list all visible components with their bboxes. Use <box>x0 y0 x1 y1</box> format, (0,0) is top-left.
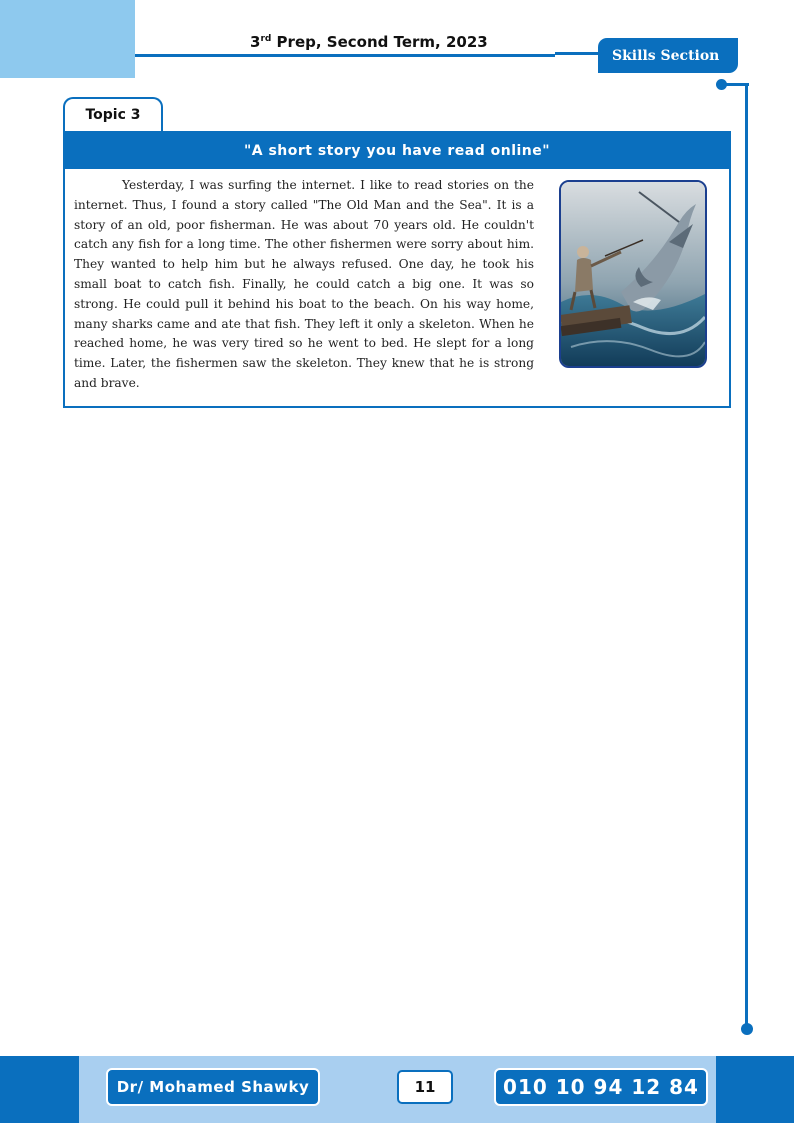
story-paragraph: Yesterday, I was surfing the internet. I like to read stories on the internet. Thus, I found a story called "The Old Man and the Sea". It is a story of an old, poor fisherman. He was about 70 years old. He couldn't catch any fish for a long time. The other fishermen were sorry about him. They wanted to help him but he always refused. One day, he took his small boat to catch fish. Finally, he could catch a big one. It was so strong. He could pull it behind his boat to the beach. On his way home, many sharks came and ate that fish. They left it only a skeleton. When he reached home, he was very tired so he went to bed. He slept for a long time. Later, the fishermen saw the skeleton. They knew that he is strong and brave. <box>74 178 534 390</box>
page-footer <box>0 1056 794 1123</box>
rail-dot-bottom <box>741 1023 753 1035</box>
phone-number: 010 10 94 12 84 <box>494 1068 708 1106</box>
rail-vertical <box>745 83 748 1029</box>
footer-band <box>79 1056 716 1123</box>
header-rule <box>135 54 555 57</box>
topic-tab: Topic 3 <box>63 97 163 131</box>
header-rule-connector <box>555 52 600 55</box>
topic-heading: "A short story you have read online" <box>65 133 729 169</box>
fisherman-marlin-illustration <box>559 180 707 368</box>
page-number: 11 <box>397 1070 453 1104</box>
skills-section-tab: Skills Section <box>598 38 738 73</box>
page-header-title: 3rd Prep, Second Term, 2023 <box>250 33 488 51</box>
author-label: Dr/ Mohamed Shawky <box>106 1068 320 1106</box>
corner-decoration <box>0 0 135 78</box>
topic-box <box>63 131 731 408</box>
